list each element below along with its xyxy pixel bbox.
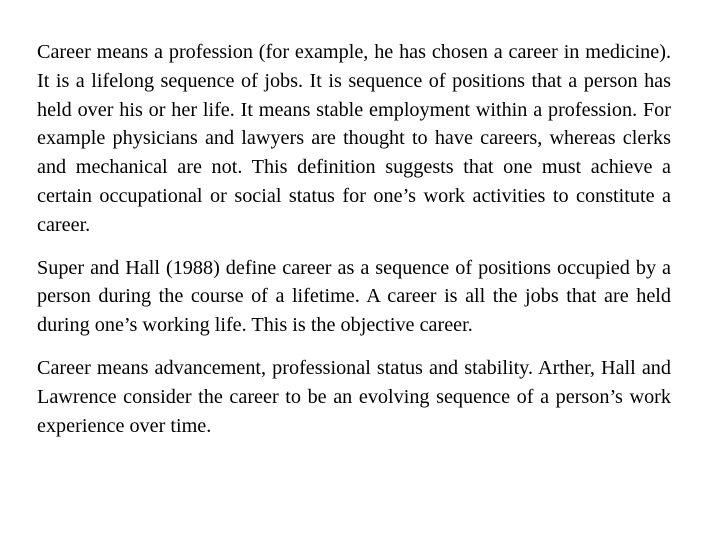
- paragraph-super-and-hall: Super and Hall (1988) define career as a sequence of positions occupied by a person during the course of a lifetime. A career is all the jobs that are held during one’s working life. This is the objective career.: [37, 256, 671, 337]
- paragraph-career-definition: Career means a profession (for example, he has chosen a career in medicine). It is a lifelong sequence of jobs. It is sequence of positions that a person has held over his or her life. It means stable employment within a profession. For example physicians and lawyers are thought to have careers, whereas clerks and mechanical are not. This definition suggests that one must achieve a certain occupational or social status for one’s work activities to constitute a career.: [37, 41, 671, 236]
- text-body: [37, 38, 671, 440]
- paragraph-career-advancement: Career means advancement, professional status and stability. Arther, Hall and Lawrence consider the career to be an evolving sequence of a person’s work experience over time.: [37, 356, 671, 437]
